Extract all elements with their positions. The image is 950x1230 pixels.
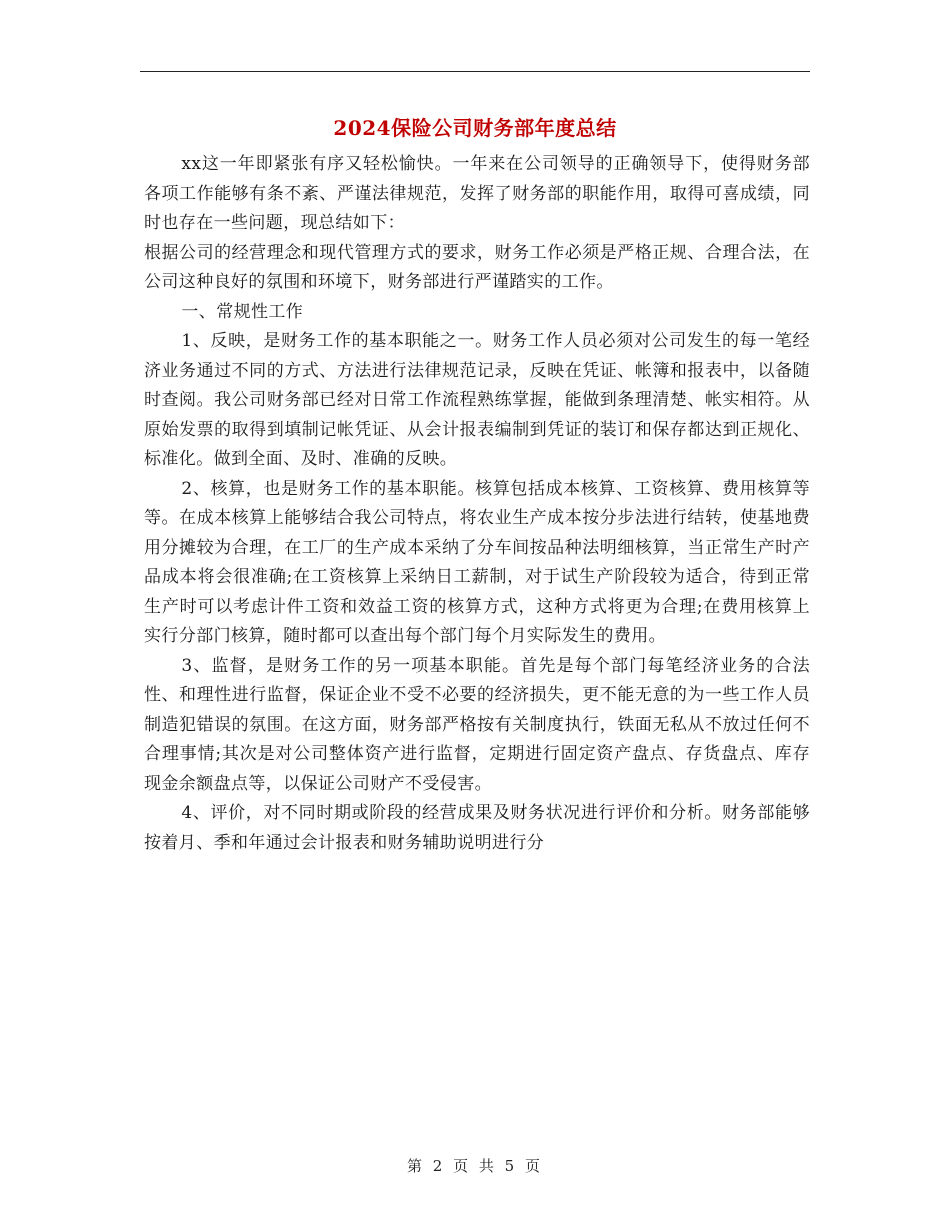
paragraph-supervision: 3、监督，是财务工作的另一项基本职能。首先是每个部门每笔经济业务的合法性、和理性进行监督，保证企业不受不必要的经济损失，更不能无意的为一些工作人员制造犯错误的氛围。在这方面，财务部严格按有关制度执行，铁面无私从不放过任何不合理事情;其次是对公司整体资产进行监督，定期进行固定资产盘点、存货盘点、库存现金余额盘点等，以保证公司财产不受侵害。 <box>144 655 810 794</box>
section-heading-routine-work: 一、常规性工作 <box>181 301 304 322</box>
paragraph-evaluation: 4、评价，对不同时期或阶段的经营成果及财务状况进行评价和分析。财务部能够按着月、季和年通过会计报表和财务辅助说明进行分 <box>144 803 810 853</box>
paragraph-accounting: 2、核算，也是财务工作的基本职能。核算包括成本核算、工资核算、费用核算等等。在成本核算上能够结合我公司特点，将农业生产成本按分步法进行结转，使基地费用分摊较为合理，在工厂的生产成本采纳了分车间按品种法明细核算，当正常生产时产品成本将会很准确;在工资核算上采纳日工薪制，对于试生产阶段较为适合，待到正常生产时可以考虑计件工资和效益工资的核算方式，这种方式将更为合理;在费用核算上实行分部门核算，随时都可以查出每个部门每个月实际发生的费用。 <box>144 478 810 646</box>
paragraph-reflection: 1、反映，是财务工作的基本职能之一。财务工作人员必须对公司发生的每一笔经济业务通过不同的方式、方法进行法律规范记录，反映在凭证、帐簿和报表中，以备随时查阅。我公司财务部已经对日常工作流程熟练掌握，能做到条理清楚、帐实相符。从原始发票的取得到填制记帐凭证、从会计报表编制到凭证的装订和保存都达到正规化、标准化。做到全面、及时、准确的反映。 <box>144 331 810 469</box>
page-number-footer: 第 2 页 共 5 页 <box>407 1157 543 1175</box>
paragraph-intro: xx这一年即紧张有序又轻松愉快。一年来在公司领导的正确领导下，使得财务部各项工作能够有条不紊、严谨法律规范，发挥了财务部的职能作用，取得可喜成绩，同时也存在一些问题，现总结如下： <box>144 154 810 233</box>
document-body <box>144 150 810 858</box>
document-title: 2024保险公司财务部年度总结 <box>333 116 617 140</box>
paragraph-principle: 根据公司的经营理念和现代管理方式的要求，财务工作必须是严格正规、合理合法，在公司这种良好的氛围和环境下，财务部进行严谨踏实的工作。 <box>144 242 810 292</box>
header-rule <box>140 71 810 72</box>
